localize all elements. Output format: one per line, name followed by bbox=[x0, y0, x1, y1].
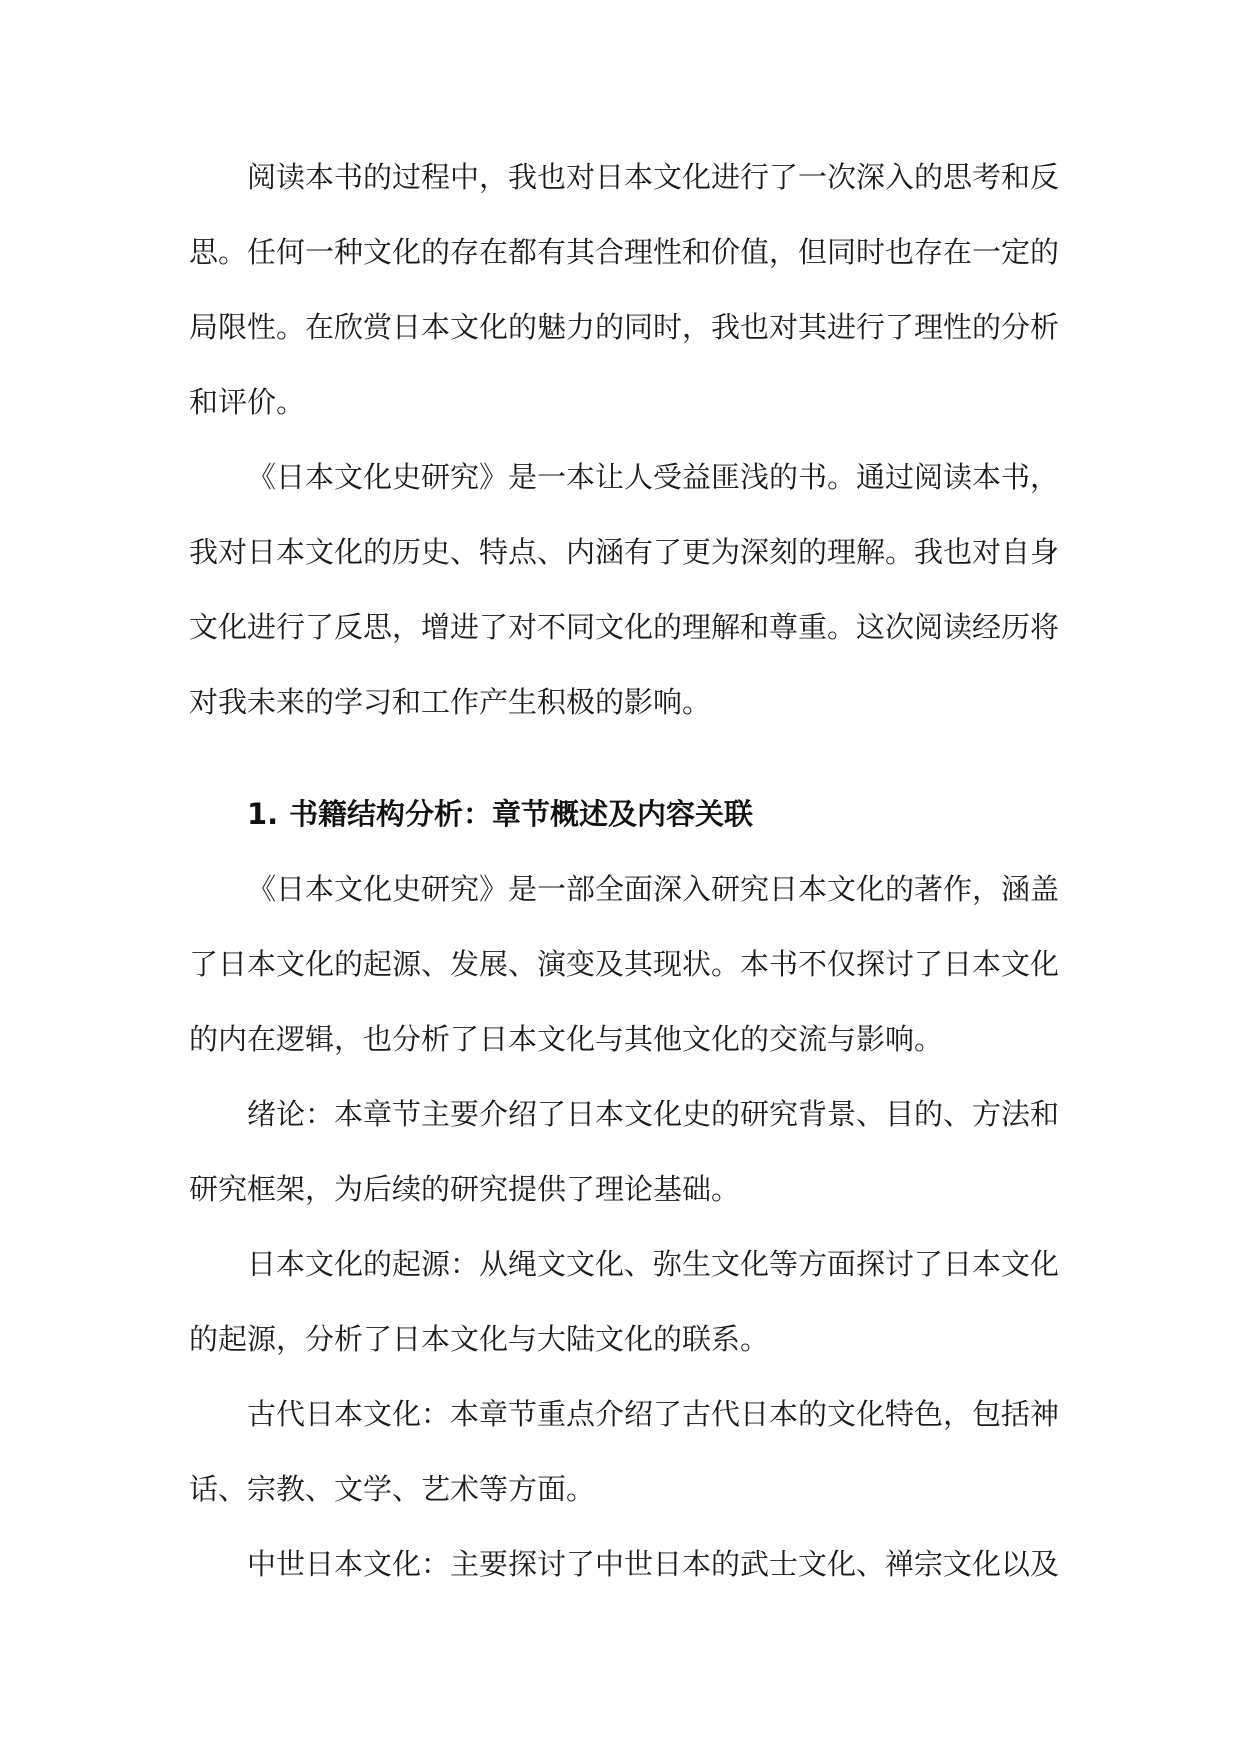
paragraph-introduction-chapter: 绪论：本章节主要介绍了日本文化史的研究背景、目的、方法和研究框架，为后续的研究提供了理论基础。 bbox=[189, 1097, 1060, 1206]
section-title: 书籍结构分析：章节概述及内容关联 bbox=[289, 797, 754, 831]
document-body bbox=[189, 140, 1059, 1602]
section-heading bbox=[189, 777, 1059, 852]
paragraph-reflection: 阅读本书的过程中，我也对日本文化进行了一次深入的思考和反思。任何一种文化的存在都有其合理性和价值，但同时也存在一定的局限性。在欣赏日本文化的魅力的同时，我也对其进行了理性的分析和评价。 bbox=[189, 160, 1060, 419]
section-number: 1. bbox=[247, 797, 279, 831]
paragraph-ancient-chapter: 古代日本文化：本章节重点介绍了古代日本的文化特色，包括神话、宗教、文学、艺术等方面。 bbox=[189, 1397, 1060, 1506]
paragraph-origins-chapter: 日本文化的起源：从绳文文化、弥生文化等方面探讨了日本文化的起源，分析了日本文化与大陆文化的联系。 bbox=[189, 1247, 1060, 1356]
paragraph-overview: 《日本文化史研究》是一部全面深入研究日本文化的著作，涵盖了日本文化的起源、发展、演变及其现状。本书不仅探讨了日本文化的内在逻辑，也分析了日本文化与其他文化的交流与影响。 bbox=[189, 872, 1060, 1056]
paragraph-medieval-chapter: 中世日本文化：主要探讨了中世日本的武士文化、禅宗文化以及 bbox=[247, 1547, 1060, 1581]
paragraph-conclusion: 《日本文化史研究》是一本让人受益匪浅的书。通过阅读本书，我对日本文化的历史、特点、内涵有了更为深刻的理解。我也对自身文化进行了反思，增进了对不同文化的理解和尊重。这次阅读经历将对我未来的学习和工作产生积极的影响。 bbox=[189, 460, 1060, 719]
